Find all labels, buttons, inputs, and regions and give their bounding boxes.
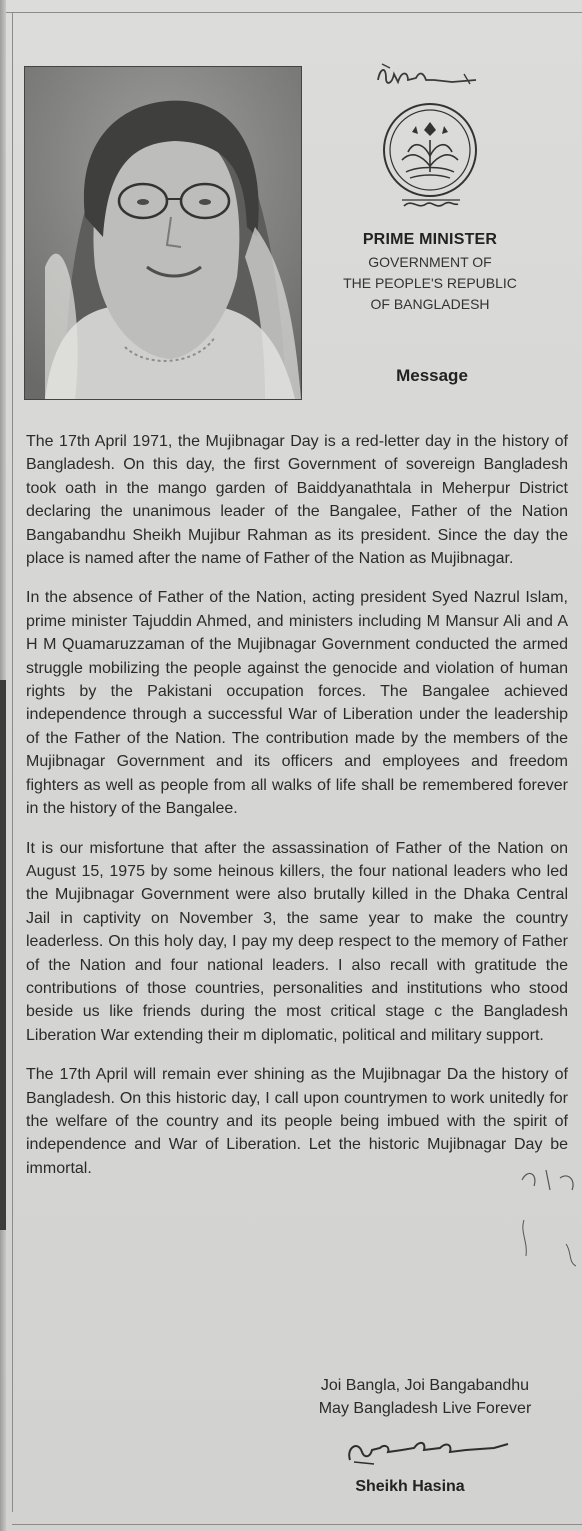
paragraph: The 17th April 1971, the Mujibnagar Day is a red-letter day in the history of Bangladesh. On this day, the first Government of sovereign Bangladesh took oath in the mango garden of Baiddyanathtala in Meherpur District declaring the unanimous leader of the Bangalee, Father of the Nation Bangabandhu Sheikh Mujibur Rahman as its president. Since the day the place is named after the name of Father of the Nation as Mujibnagar.	[26, 433, 568, 568]
closing-lines	[292, 1374, 558, 1420]
left-border	[12, 12, 13, 1512]
paragraph: It is our misfortune that after the assassination of Father of the Nation on August 15, 1975 by some heinous killers, the four national leaders who led the Mujibnagar Government were also brutally killed in the Dhaka Central Jail in captivity on November 3, the same year to make the country leaderless. On this holy day, I pay my deep respect to the memory of Father of the Nation and four national leaders. I also recall with gratitude the contributions of those countries, personalities and institutions who stood beside us like friends during the most critical stage c the Bangladesh Liberation War extending their m diplomatic, political and military support.	[26, 839, 568, 1044]
closing-line-1: Joi Bangla, Joi Bangabandhu	[320, 1377, 530, 1394]
message-heading: Message	[396, 366, 468, 385]
signer-name: Sheikh Hasina	[355, 1478, 465, 1495]
office-line-2: THE PEOPLE'S REPUBLIC	[343, 275, 517, 291]
office-title: PRIME MINISTER	[362, 231, 498, 248]
top-border	[6, 0, 582, 13]
paragraph: In the absence of Father of the Nation, acting president Syed Nazrul Islam, prime minister Tajuddin Ahmed, and ministers including M Mansur Ali and A H M Quamaruzzaman of the Mujibnagar Government conducted the armed struggle mobilizing the people against the genocide and violation of human rights by the Pakistani occupation forces. The Bangalee achieved independence through a successful War of Liberation under the leadership of the Father of the Nation. The contribution made by the members of the Mujibnagar Government and its officers and employees and freedom fighters as well as people from all walks of life shall be remembered forever in the history of the Bangalee.	[26, 589, 568, 818]
margin-scribble	[516, 1160, 582, 1270]
government-emblem-icon	[378, 100, 482, 218]
portrait-photo	[24, 66, 302, 400]
closing-line-2: May Bangladesh Live Forever	[318, 1400, 532, 1417]
office-line-3: OF BANGLADESH	[370, 296, 490, 312]
signature	[344, 1430, 514, 1470]
office-line-1: GOVERNMENT OF	[368, 254, 492, 270]
paragraph: The 17th April will remain ever shining as the Mujibnagar Da the history of Bangladesh. On this historic day, I call upon countrymen to work unitedly for the welfare of the country and its people being imbued with the spirit of independence and War of Liberation. Let the historic Mujibnagar Day be immortal.	[26, 1066, 568, 1177]
bottom-border	[12, 1524, 582, 1525]
message-body	[26, 430, 568, 1196]
adjacent-column-edge	[0, 680, 6, 1230]
handwritten-note	[372, 60, 484, 96]
